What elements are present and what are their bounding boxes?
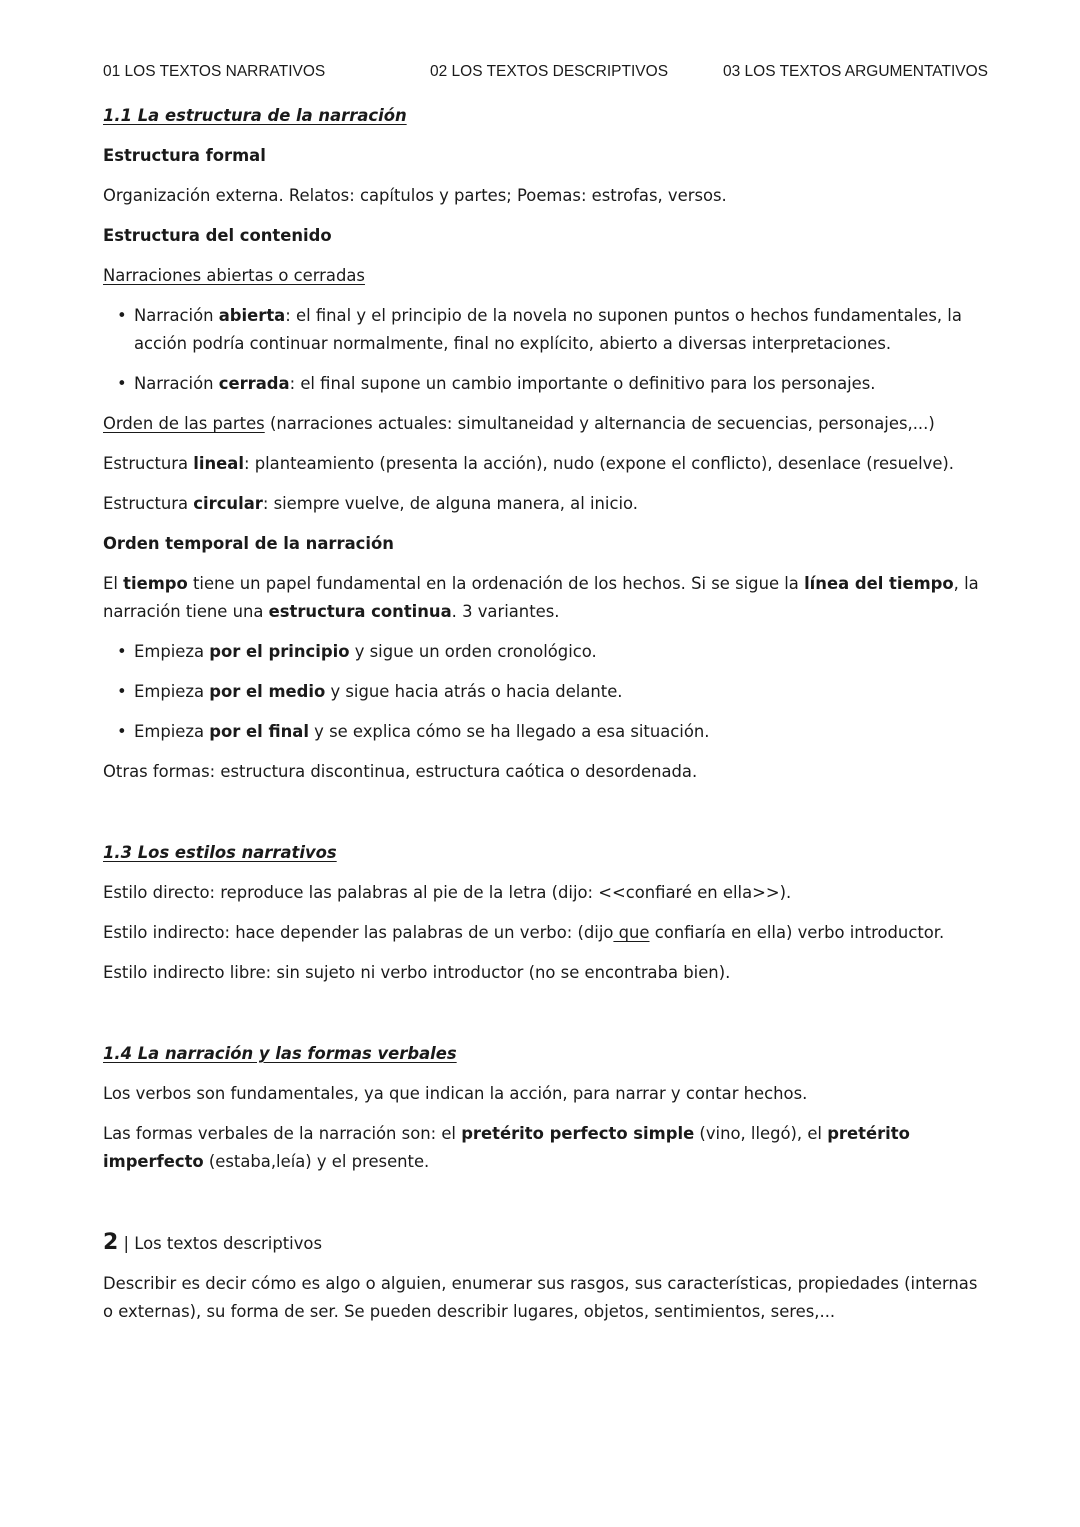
- subheading-open-closed: [103, 262, 981, 290]
- paragraph-direct-style: Estilo directo: reproduce las palabras al pie de la letra (dijo: <<confiaré en ella>>).: [103, 883, 792, 902]
- paragraph-verb-forms: Las formas verbales de la narración son: el pretérito perfecto simple (vino, llegó), el pretérito imperfecto (estaba,leía) y el presente.: [103, 1124, 910, 1171]
- list-item: • Narración cerrada: el final supone un cambio importante o definitivo para los personajes.: [103, 370, 981, 398]
- paragraph-lineal: Estructura lineal: planteamiento (presenta la acción), nudo (expone el conflicto), desenlace (resuelve).: [103, 454, 955, 473]
- chapter-number: 2: [103, 1230, 119, 1255]
- heading-formal-structure: Estructura formal: [103, 146, 266, 165]
- paragraph-formal-structure: Organización externa. Relatos: capítulos y partes; Poemas: estrofas, versos.: [103, 186, 727, 205]
- temporal-variants-list: [103, 638, 981, 746]
- open-closed-list: [103, 302, 981, 398]
- list-item: • Empieza por el final y se explica cómo se ha llegado a esa situación.: [103, 718, 981, 746]
- list-item: • Narración abierta: el final y el principio de la novela no suponen puntos o hechos fundamentales, la acción podría continuar normalmente, final no explícito, abierto a diversas interpretaciones.: [103, 302, 981, 358]
- header-tab-narrativos[interactable]: 01 LOS TEXTOS NARRATIVOS: [103, 63, 326, 80]
- list-item: • Empieza por el medio y sigue hacia atrás o hacia delante.: [103, 678, 981, 706]
- document-content: [103, 102, 981, 1326]
- paragraph-indirect-style: Estilo indirecto: hace depender las palabras de un verbo: (dijo que confiaría en ella) verbo introductor.: [103, 923, 945, 942]
- section-title-1-3: 1.3 Los estilos narrativos: [103, 843, 337, 862]
- chapter-heading-2: 2 | Los textos descriptivos: [103, 1230, 322, 1255]
- list-item: • Empieza por el principio y sigue un orden cronológico.: [103, 638, 981, 666]
- header-tab-descriptivos[interactable]: 02 LOS TEXTOS DESCRIPTIVOS: [430, 63, 669, 80]
- paragraph-temporal: El tiempo tiene un papel fundamental en la ordenación de los hechos. Si se sigue la línea del tiempo, la narración tiene una estructura continua. 3 variantes.: [103, 574, 979, 621]
- paragraph-verbs: Los verbos son fundamentales, ya que indican la acción, para narrar y contar hechos.: [103, 1084, 808, 1103]
- paragraph-describe: Describir es decir cómo es algo o alguien, enumerar sus rasgos, sus características, propiedades (internas o externas), su forma de ser. Se pueden describir lugares, objetos, sentimientos, seres,...: [103, 1274, 978, 1321]
- paragraph-order-parts: Orden de las partes (narraciones actuales: simultaneidad y alternancia de secuencias, personajes,...): [103, 414, 935, 433]
- paragraph-free-indirect-style: Estilo indirecto libre: sin sujeto ni verbo introductor (no se encontraba bien).: [103, 963, 731, 982]
- section-title-1-4: 1.4 La narración y las formas verbales: [103, 1044, 457, 1063]
- heading-temporal-order: Orden temporal de la narración: [103, 534, 394, 553]
- paragraph-other-forms: Otras formas: estructura discontinua, estructura caótica o desordenada.: [103, 762, 698, 781]
- open-closed-label: Narraciones abiertas o cerradas: [103, 266, 365, 285]
- paragraph-circular: Estructura circular: siempre vuelve, de alguna manera, al inicio.: [103, 494, 638, 513]
- chapter-title: Los textos descriptivos: [134, 1234, 322, 1253]
- heading-content-structure: Estructura del contenido: [103, 226, 332, 245]
- section-title-1-1: 1.1 La estructura de la narración: [103, 106, 407, 125]
- header-tabs: [103, 63, 989, 85]
- header-tab-argumentativos[interactable]: 03 LOS TEXTOS ARGUMENTATIVOS: [723, 63, 989, 80]
